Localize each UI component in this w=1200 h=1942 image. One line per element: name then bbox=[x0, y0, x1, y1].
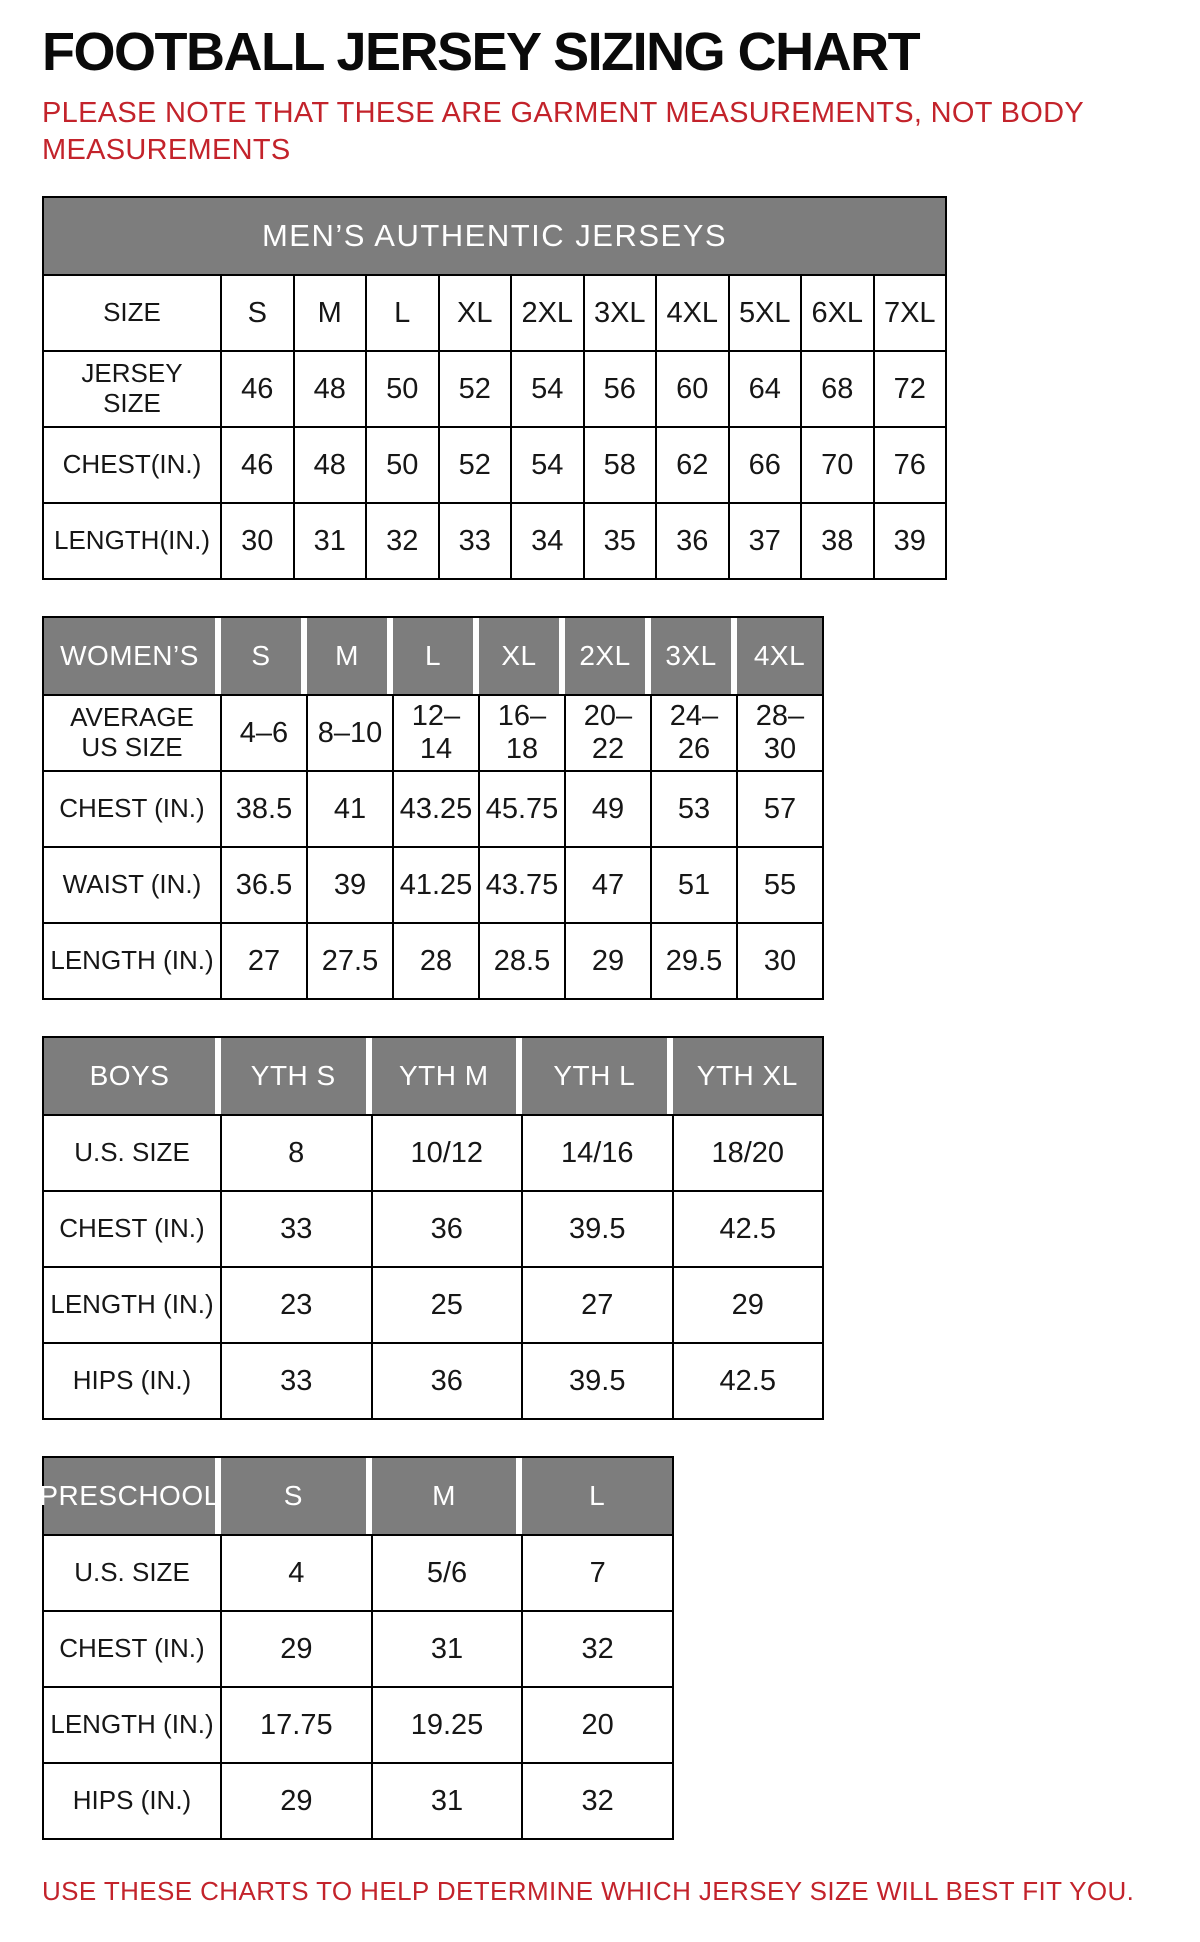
footer-note: USE THESE CHARTS TO HELP DETERMINE WHICH JERSEY SIZE WILL BEST FIT YOU. bbox=[42, 1876, 1135, 1907]
value-cell: 7XL bbox=[874, 275, 947, 351]
header-size-cell bbox=[651, 617, 737, 695]
table-row bbox=[43, 1763, 673, 1839]
value-cell: 19.25 bbox=[372, 1687, 523, 1763]
value-cell: 52 bbox=[439, 351, 512, 427]
value-cell: L bbox=[366, 275, 439, 351]
header-size-cell bbox=[221, 1457, 372, 1535]
value-cell: 18/20 bbox=[673, 1115, 824, 1191]
value-cell: 33 bbox=[221, 1343, 372, 1419]
row-label: LENGTH(IN.) bbox=[43, 503, 221, 579]
value-cell: 46 bbox=[221, 427, 294, 503]
header-size-cell bbox=[393, 617, 479, 695]
value-cell: 36 bbox=[372, 1191, 523, 1267]
value-cell: 72 bbox=[874, 351, 947, 427]
header-size: M bbox=[372, 1458, 517, 1534]
value-cell: 25 bbox=[372, 1267, 523, 1343]
header-label: WOMEN’S bbox=[44, 618, 215, 694]
value-cell: 23 bbox=[221, 1267, 372, 1343]
value-cell: 41.25 bbox=[393, 847, 479, 923]
row-label: LENGTH (IN.) bbox=[43, 1687, 221, 1763]
value-cell: 36 bbox=[656, 503, 729, 579]
value-cell: 58 bbox=[584, 427, 657, 503]
value-cell: 36.5 bbox=[221, 847, 307, 923]
value-cell: 46 bbox=[221, 351, 294, 427]
value-cell: 28.5 bbox=[479, 923, 565, 999]
header-size: YTH XL bbox=[673, 1038, 823, 1114]
value-cell: 53 bbox=[651, 771, 737, 847]
header-size-cell bbox=[522, 1037, 673, 1115]
sizing-table-womens bbox=[42, 616, 824, 1000]
value-cell: 33 bbox=[221, 1191, 372, 1267]
value-cell: 17.75 bbox=[221, 1687, 372, 1763]
value-cell: 28 bbox=[393, 923, 479, 999]
value-cell: 70 bbox=[801, 427, 874, 503]
table-row bbox=[43, 275, 946, 351]
value-cell: 43.75 bbox=[479, 847, 565, 923]
value-cell: 27.5 bbox=[307, 923, 393, 999]
value-cell: 3XL bbox=[584, 275, 657, 351]
value-cell: 48 bbox=[294, 427, 367, 503]
value-cell: 48 bbox=[294, 351, 367, 427]
row-label: HIPS (IN.) bbox=[43, 1343, 221, 1419]
header-size: L bbox=[522, 1458, 672, 1534]
row-label: LENGTH (IN.) bbox=[43, 923, 221, 999]
table-row bbox=[43, 923, 823, 999]
value-cell: 16–18 bbox=[479, 695, 565, 771]
header-size-cell bbox=[372, 1037, 523, 1115]
header-size: XL bbox=[479, 618, 559, 694]
value-cell: 20–22 bbox=[565, 695, 651, 771]
table-row bbox=[43, 351, 946, 427]
value-cell: 12–14 bbox=[393, 695, 479, 771]
header-size: YTH M bbox=[372, 1038, 517, 1114]
header-size-cell bbox=[522, 1457, 673, 1535]
table-row bbox=[43, 1343, 823, 1419]
sizing-table-boys bbox=[42, 1036, 824, 1420]
page-title: FOOTBALL JERSEY SIZING CHART bbox=[42, 22, 920, 82]
value-cell: 29.5 bbox=[651, 923, 737, 999]
table-row bbox=[43, 1115, 823, 1191]
table-row bbox=[43, 1191, 823, 1267]
value-cell: 37 bbox=[729, 503, 802, 579]
header-size-cell bbox=[479, 617, 565, 695]
row-label: SIZE bbox=[43, 275, 221, 351]
value-cell: 32 bbox=[522, 1763, 673, 1839]
table-banner-row bbox=[43, 197, 946, 275]
value-cell: 5XL bbox=[729, 275, 802, 351]
value-cell: 41 bbox=[307, 771, 393, 847]
value-cell: 4 bbox=[221, 1535, 372, 1611]
value-cell: 76 bbox=[874, 427, 947, 503]
row-label: CHEST (IN.) bbox=[43, 1611, 221, 1687]
header-size-cell bbox=[565, 617, 651, 695]
value-cell: 29 bbox=[221, 1611, 372, 1687]
sizing-table-preschool bbox=[39, 1456, 674, 1840]
value-cell: 39 bbox=[874, 503, 947, 579]
value-cell: 54 bbox=[511, 351, 584, 427]
row-label: WAIST (IN.) bbox=[43, 847, 221, 923]
row-label: CHEST (IN.) bbox=[43, 771, 221, 847]
value-cell: 38 bbox=[801, 503, 874, 579]
value-cell: 51 bbox=[651, 847, 737, 923]
value-cell: 29 bbox=[565, 923, 651, 999]
value-cell: 2XL bbox=[511, 275, 584, 351]
value-cell: XL bbox=[439, 275, 512, 351]
header-size: 2XL bbox=[565, 618, 645, 694]
value-cell: 56 bbox=[584, 351, 657, 427]
value-cell: 10/12 bbox=[372, 1115, 523, 1191]
header-label-cell bbox=[43, 617, 221, 695]
value-cell: 34 bbox=[511, 503, 584, 579]
value-cell: 45.75 bbox=[479, 771, 565, 847]
value-cell: 27 bbox=[522, 1267, 673, 1343]
table-row bbox=[43, 427, 946, 503]
value-cell: 52 bbox=[439, 427, 512, 503]
value-cell: 35 bbox=[584, 503, 657, 579]
value-cell: 39.5 bbox=[522, 1191, 673, 1267]
table-banner: MEN’S AUTHENTIC JERSEYS bbox=[43, 197, 946, 275]
table-header-row bbox=[43, 1037, 823, 1115]
value-cell: 4–6 bbox=[221, 695, 307, 771]
value-cell: 29 bbox=[221, 1763, 372, 1839]
table-row bbox=[43, 1535, 673, 1611]
header-size-cell bbox=[673, 1037, 824, 1115]
table-header-row bbox=[43, 1457, 673, 1535]
row-label: JERSEY SIZE bbox=[43, 351, 221, 427]
value-cell: 32 bbox=[366, 503, 439, 579]
value-cell: 27 bbox=[221, 923, 307, 999]
value-cell: 28–30 bbox=[737, 695, 823, 771]
table-row bbox=[43, 847, 823, 923]
value-cell: 33 bbox=[439, 503, 512, 579]
value-cell: 38.5 bbox=[221, 771, 307, 847]
value-cell: 8 bbox=[221, 1115, 372, 1191]
value-cell: 60 bbox=[656, 351, 729, 427]
value-cell: S bbox=[221, 275, 294, 351]
value-cell: 66 bbox=[729, 427, 802, 503]
row-label: AVERAGE US SIZE bbox=[43, 695, 221, 771]
value-cell: 20 bbox=[522, 1687, 673, 1763]
row-label: U.S. SIZE bbox=[43, 1535, 221, 1611]
value-cell: 30 bbox=[737, 923, 823, 999]
table-row bbox=[43, 1267, 823, 1343]
value-cell: 64 bbox=[729, 351, 802, 427]
table-row bbox=[43, 771, 823, 847]
value-cell: 31 bbox=[372, 1763, 523, 1839]
row-label: CHEST(IN.) bbox=[43, 427, 221, 503]
header-label-cell bbox=[39, 1457, 221, 1535]
header-label-cell bbox=[43, 1037, 221, 1115]
table-row bbox=[43, 1611, 673, 1687]
value-cell: 39.5 bbox=[522, 1343, 673, 1419]
value-cell: 42.5 bbox=[673, 1343, 824, 1419]
value-cell: 7 bbox=[522, 1535, 673, 1611]
row-label: LENGTH (IN.) bbox=[43, 1267, 221, 1343]
row-label: CHEST (IN.) bbox=[43, 1191, 221, 1267]
header-size: 3XL bbox=[651, 618, 731, 694]
header-label: BOYS bbox=[44, 1038, 215, 1114]
value-cell: 4XL bbox=[656, 275, 729, 351]
header-size-cell bbox=[221, 1037, 372, 1115]
value-cell: 32 bbox=[522, 1611, 673, 1687]
value-cell: M bbox=[294, 275, 367, 351]
table-row bbox=[43, 1687, 673, 1763]
value-cell: 68 bbox=[801, 351, 874, 427]
value-cell: 49 bbox=[565, 771, 651, 847]
garment-measurement-note: PLEASE NOTE THAT THESE ARE GARMENT MEASUREMENTS, NOT BODY MEASUREMENTS bbox=[42, 96, 1084, 167]
header-size: M bbox=[307, 618, 387, 694]
row-label: U.S. SIZE bbox=[43, 1115, 221, 1191]
value-cell: 6XL bbox=[801, 275, 874, 351]
header-size-cell bbox=[221, 617, 307, 695]
value-cell: 5/6 bbox=[372, 1535, 523, 1611]
value-cell: 62 bbox=[656, 427, 729, 503]
value-cell: 57 bbox=[737, 771, 823, 847]
table-header-row bbox=[43, 617, 823, 695]
value-cell: 29 bbox=[673, 1267, 824, 1343]
value-cell: 8–10 bbox=[307, 695, 393, 771]
value-cell: 50 bbox=[366, 351, 439, 427]
header-label: PRESCHOOL bbox=[44, 1458, 215, 1534]
value-cell: 47 bbox=[565, 847, 651, 923]
header-size-cell bbox=[737, 617, 823, 695]
value-cell: 50 bbox=[366, 427, 439, 503]
value-cell: 31 bbox=[372, 1611, 523, 1687]
value-cell: 24–26 bbox=[651, 695, 737, 771]
row-label: HIPS (IN.) bbox=[43, 1763, 221, 1839]
table-row bbox=[43, 695, 823, 771]
header-size-cell bbox=[372, 1457, 523, 1535]
value-cell: 30 bbox=[221, 503, 294, 579]
table-row bbox=[43, 503, 946, 579]
header-size: S bbox=[221, 618, 301, 694]
header-size: L bbox=[393, 618, 473, 694]
value-cell: 36 bbox=[372, 1343, 523, 1419]
header-size: S bbox=[221, 1458, 366, 1534]
sizing-tables-container bbox=[39, 196, 1158, 1840]
header-size: YTH S bbox=[221, 1038, 366, 1114]
header-size: 4XL bbox=[737, 618, 822, 694]
header-size-cell bbox=[307, 617, 393, 695]
value-cell: 54 bbox=[511, 427, 584, 503]
value-cell: 43.25 bbox=[393, 771, 479, 847]
value-cell: 31 bbox=[294, 503, 367, 579]
header-size: YTH L bbox=[522, 1038, 667, 1114]
sizing-table-mens bbox=[42, 196, 947, 580]
value-cell: 55 bbox=[737, 847, 823, 923]
value-cell: 39 bbox=[307, 847, 393, 923]
value-cell: 42.5 bbox=[673, 1191, 824, 1267]
value-cell: 14/16 bbox=[522, 1115, 673, 1191]
